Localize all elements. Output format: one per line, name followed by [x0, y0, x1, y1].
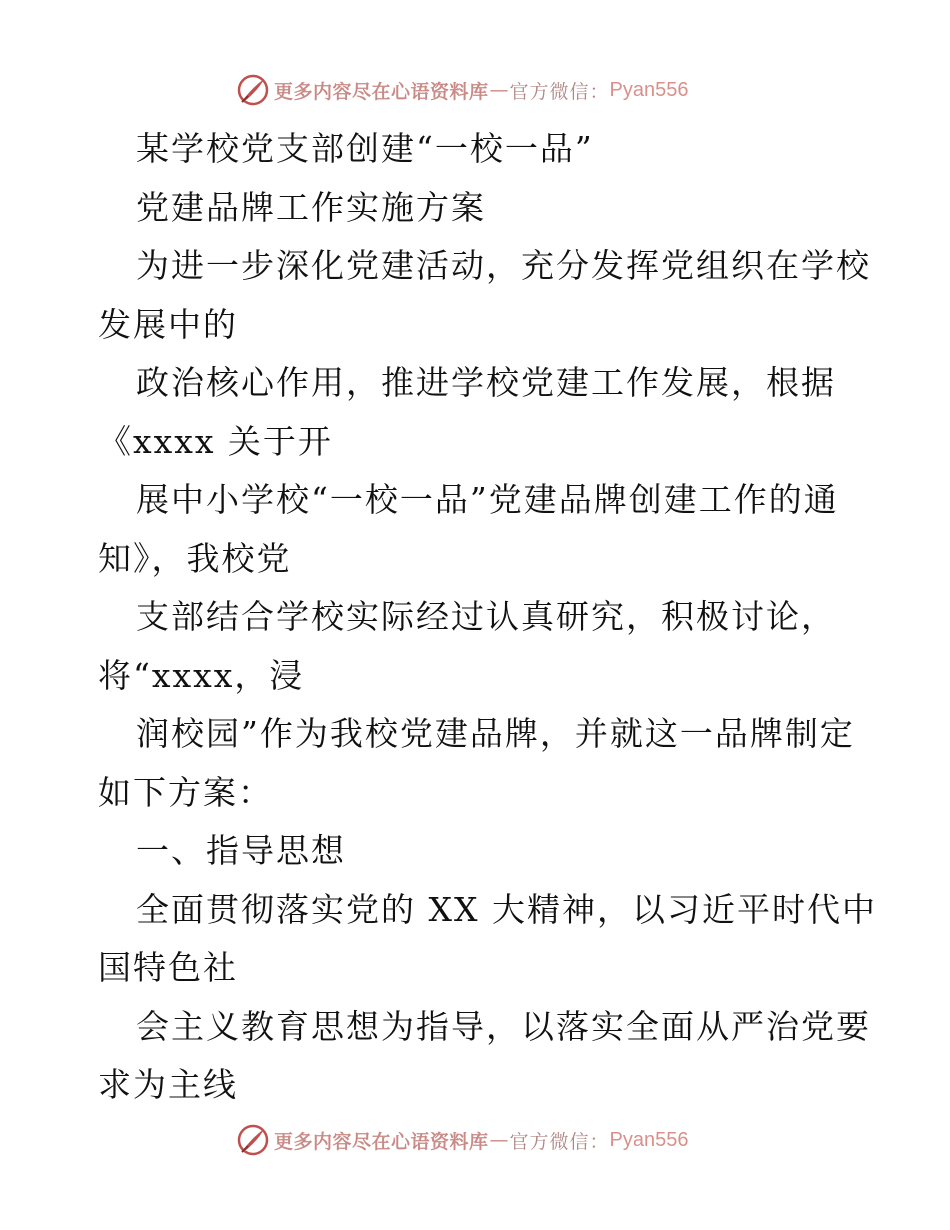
paragraph-line: 求为主线: [98, 1065, 238, 1104]
paragraph-line: 政治核心作用，推进学校党建工作发展，根据: [136, 363, 836, 402]
paragraph-line: 展中小学校“一校一品”党建品牌创建工作的通: [136, 480, 839, 519]
paragraph-line: 全面贯彻落实党的 XX 大精神，以习近平时代中: [136, 889, 877, 929]
section-heading: 一、指导思想: [136, 831, 346, 870]
paragraph-line: 国特色社: [98, 948, 238, 987]
doc-title-line-1: 某学校党支部创建“一校一品”: [136, 129, 594, 168]
watermark-banner-bottom: [236, 1122, 689, 1158]
quill-logo-icon: [236, 1123, 270, 1157]
paragraph-line: 会主义教育思想为指导，以落实全面从严治党要: [136, 1006, 871, 1046]
quill-logo-icon: [236, 73, 270, 107]
watermark-main-text: 更多内容尽在心语资料库: [274, 80, 489, 103]
watermark-label: 官方微信：: [509, 1130, 610, 1153]
paragraph-line: 将“xxxx，浸: [98, 655, 305, 695]
paragraph-line: 支部结合学校实际经过认真研究，积极讨论，: [136, 597, 836, 636]
paragraph-line: 《xxxx 关于开: [98, 421, 333, 461]
watermark-wechat-id: Pyan556: [609, 1128, 689, 1151]
paragraph-line: 知》，我校党: [98, 538, 292, 578]
watermark-dash: —: [489, 79, 509, 101]
paragraph-line: 为进一步深化党建活动，充分发挥党组织在学校: [136, 246, 871, 285]
watermark-dash: —: [489, 1129, 509, 1151]
document-body: [98, 120, 877, 1115]
watermark-main-text: 更多内容尽在心语资料库: [274, 1130, 489, 1153]
paragraph-line: 如下方案：: [98, 772, 273, 812]
watermark-wechat-id: Pyan556: [609, 78, 689, 101]
paragraph-line: 发展中的: [98, 304, 238, 344]
watermark-label: 官方微信：: [509, 80, 610, 103]
paragraph-line: 润校园”作为我校党建品牌，并就这一品牌制定: [136, 714, 855, 753]
doc-title-line-2: 党建品牌工作实施方案: [136, 187, 486, 227]
watermark-banner-top: [236, 72, 689, 108]
